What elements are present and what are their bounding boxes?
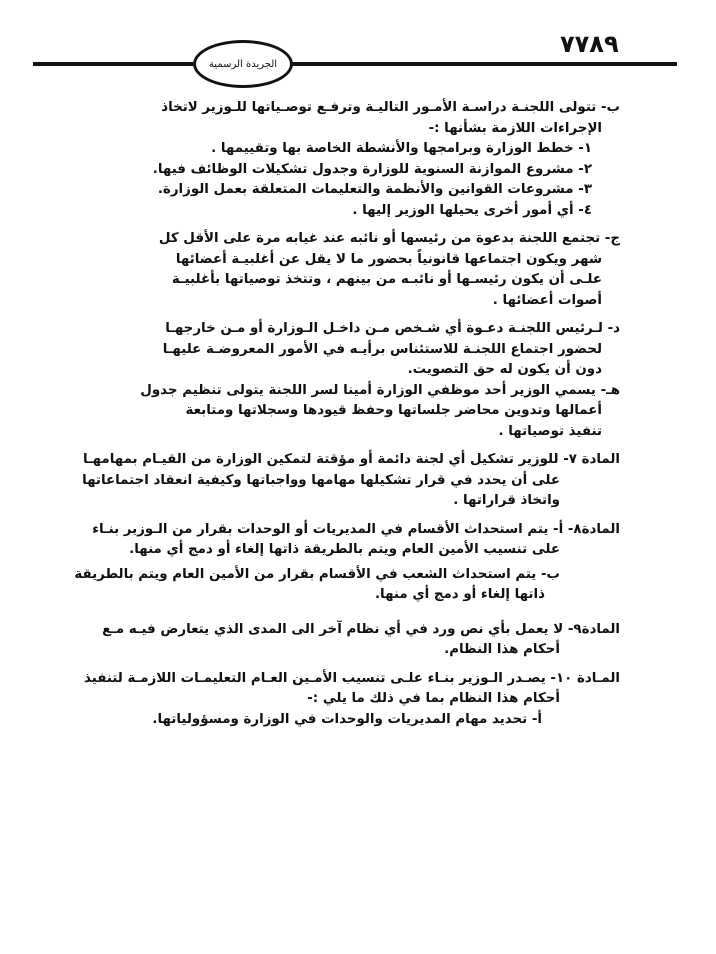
section-j-line: ج- تجتمع اللجنة بدعوة من رئيسها أو نائبه عند غيابه مرة على الأقل كل xyxy=(158,231,620,246)
section-j xyxy=(100,229,620,311)
header-rule-right xyxy=(292,62,677,66)
article-9-line: المادة٩- لا يعمل بأي نص ورد في أي نظام آخر الى المدى الذي يتعارض فيـه مـع xyxy=(102,621,620,637)
article-8-line: على تنسيب الأمين العام ويتم بالطريقة ذاتها إلغاء أو دمج أي منها. xyxy=(129,542,560,557)
document-body xyxy=(74,98,620,730)
section-h xyxy=(100,381,620,443)
gazette-title: الجريدة الرسمية xyxy=(208,58,278,70)
section-b-line: الإجراءات اللازمة بشأنها :- xyxy=(428,120,602,136)
section-d-line: دون أن يكون له حق التصويت. xyxy=(407,362,602,377)
article-7-line: المادة ٧- للوزير تشكيل أي لجنة دائمة أو مؤقتة لتمكين الوزارة من القيـام بمهامهـا xyxy=(82,452,620,467)
section-j-line: أصوات أعضائها . xyxy=(492,292,602,308)
page-number: ٧٧٨٩ xyxy=(560,30,619,58)
section-b-item: ٢- مشروع الموازنة السنوية للوزارة وجدول تشكيلات الوظائف فيها. xyxy=(152,161,592,177)
section-b-line: ب- تتولى اللجنـة دراسـة الأمـور التاليـة وترفـع توصـياتها للـوزير لاتخاذ xyxy=(161,100,620,115)
article-9-line: أحكام هذا النظام. xyxy=(444,642,560,657)
article-9 xyxy=(100,620,620,661)
article-10-line: المـادة ١٠- يصـدر الـوزير بنـاء علـى تنسيب الأمـين العـام التعليمـات اللازمـة لتنفيذ xyxy=(84,670,620,686)
article-7 xyxy=(82,450,620,512)
section-b-item: ١- خطط الوزارة وبرامجها والأنشطة الخاصة بها وتقييمها . xyxy=(211,141,592,156)
page-header xyxy=(0,0,716,100)
article-8-line: ب- يتم استحداث الشعب في الأقسام بقرار من الأمين العام ويتم بالطريقة xyxy=(74,566,560,582)
section-d-line: د- لـرئيس اللجنـة دعـوة أي شـخص مـن داخـل الـوزارة أو مـن خارجهـا xyxy=(165,321,620,336)
header-rule-left xyxy=(33,62,193,66)
article-8-line: المادة٨- أ- يتم استحداث الأقسام في المديريات أو الوحدات بقرار من الـوزير بنـاء xyxy=(92,521,620,537)
section-b-item: ٤- أي أمور أخرى يحيلها الوزير إليها . xyxy=(352,202,592,218)
section-h-line: هـ- يسمي الوزير أحد موظفي الوزارة أمينا لسر اللجنة يتولى تنظيم جدول xyxy=(140,382,620,398)
section-d-line: لحضور اجتماع اللجنـة للاستئناس برأيـه في الأمور المعروضـة عليهـا xyxy=(162,341,602,357)
article-8 xyxy=(74,520,620,606)
article-10-item: أ- تحديد مهام المديريات والوحدات في الوزارة ومسؤولياتها. xyxy=(152,711,542,727)
article-8-line: ذاتها إلغاء أو دمج أي منها. xyxy=(374,587,545,602)
article-10-line: أحكام هذا النظام بما في ذلك ما يلي :- xyxy=(307,691,560,706)
section-d xyxy=(100,319,620,381)
section-b xyxy=(100,98,620,221)
section-j-line: علـى أن يكون رئيسـها أو نائبـه من بينهم ، وتتخذ توصياتها بأغلبيـة xyxy=(171,272,602,287)
section-h-line: تنفيذ توصياتها . xyxy=(498,423,602,439)
gazette-title-oval xyxy=(193,40,293,88)
article-7-line: واتخاذ قراراتها . xyxy=(453,493,560,508)
section-j-line: شهر ويكون اجتماعها قانونياً بحضور ما لا يقل عن أغلبيـة أعضائها xyxy=(175,251,602,267)
article-7-line: على أن يحدد في قرار تشكيلها مهامها وواجباتها وكيفية انعقاد اجتماعاتها xyxy=(82,472,560,488)
section-b-item: ٣- مشروعات القوانين والأنظمة والتعليمات المتعلقة بعمل الوزارة. xyxy=(157,182,592,197)
section-h-line: أعمالها وتدوين محاضر جلساتها وحفظ قيودها وسجلاتها ومتابعة xyxy=(185,403,602,418)
article-10 xyxy=(84,669,620,731)
